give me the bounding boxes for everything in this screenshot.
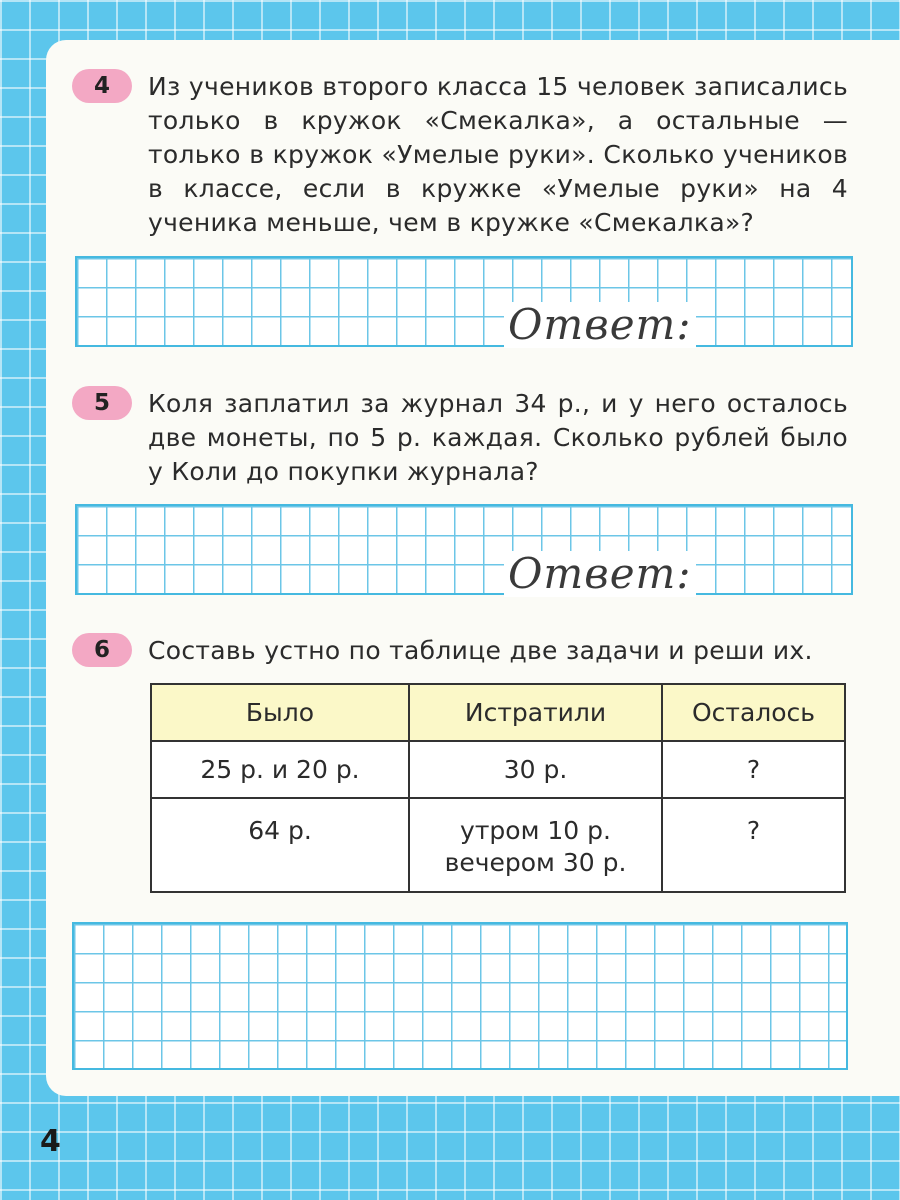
cell-spent-morning: утром 10 р. <box>460 816 611 845</box>
table-row <box>151 741 845 798</box>
task-6-number-badge: 6 <box>72 633 132 667</box>
table-row <box>151 798 845 892</box>
header-was: Было <box>151 684 409 741</box>
page-number: 4 <box>40 1124 61 1159</box>
cell-spent-evening: вечером 30 р. <box>444 848 627 877</box>
task-4-number-badge: 4 <box>72 69 132 103</box>
money-table <box>150 683 846 893</box>
cell-spent: 30 р. <box>409 741 662 798</box>
task-6-text: Составь устно по таблице две задачи и реши их. <box>148 636 813 665</box>
table-header-row <box>151 684 845 741</box>
cell-was: 64 р. <box>151 798 409 892</box>
task-4-answer-label: Ответ: <box>504 302 696 348</box>
cell-spent <box>409 798 662 892</box>
header-left: Осталось <box>662 684 845 741</box>
cell-left: ? <box>662 798 845 892</box>
cell-was: 25 р. и 20 р. <box>151 741 409 798</box>
cell-left: ? <box>662 741 845 798</box>
task-4-answer-grid[interactable] <box>75 256 853 347</box>
task-5-answer-label: Ответ: <box>504 551 696 597</box>
task-6-solution-grid[interactable] <box>72 922 848 1070</box>
task-5-text: Коля заплатил за журнал 34 р., и у него осталось две монеты, по 5 р. каждая. Сколько рублей было у Коли до покупки журнала? <box>148 389 848 486</box>
header-spent: Истратили <box>409 684 662 741</box>
task-5-number-badge: 5 <box>72 386 132 420</box>
task-4-text: Из учеников второго класса 15 человек записались только в кружок «Смекалка», а остальные — только в кружок «Умелые руки». Сколько учеников в классе, если в кружке «Умелые руки» на 4 ученика меньше, чем в кружке «Смекалка»? <box>148 72 848 237</box>
task-5-answer-grid[interactable] <box>75 504 853 595</box>
